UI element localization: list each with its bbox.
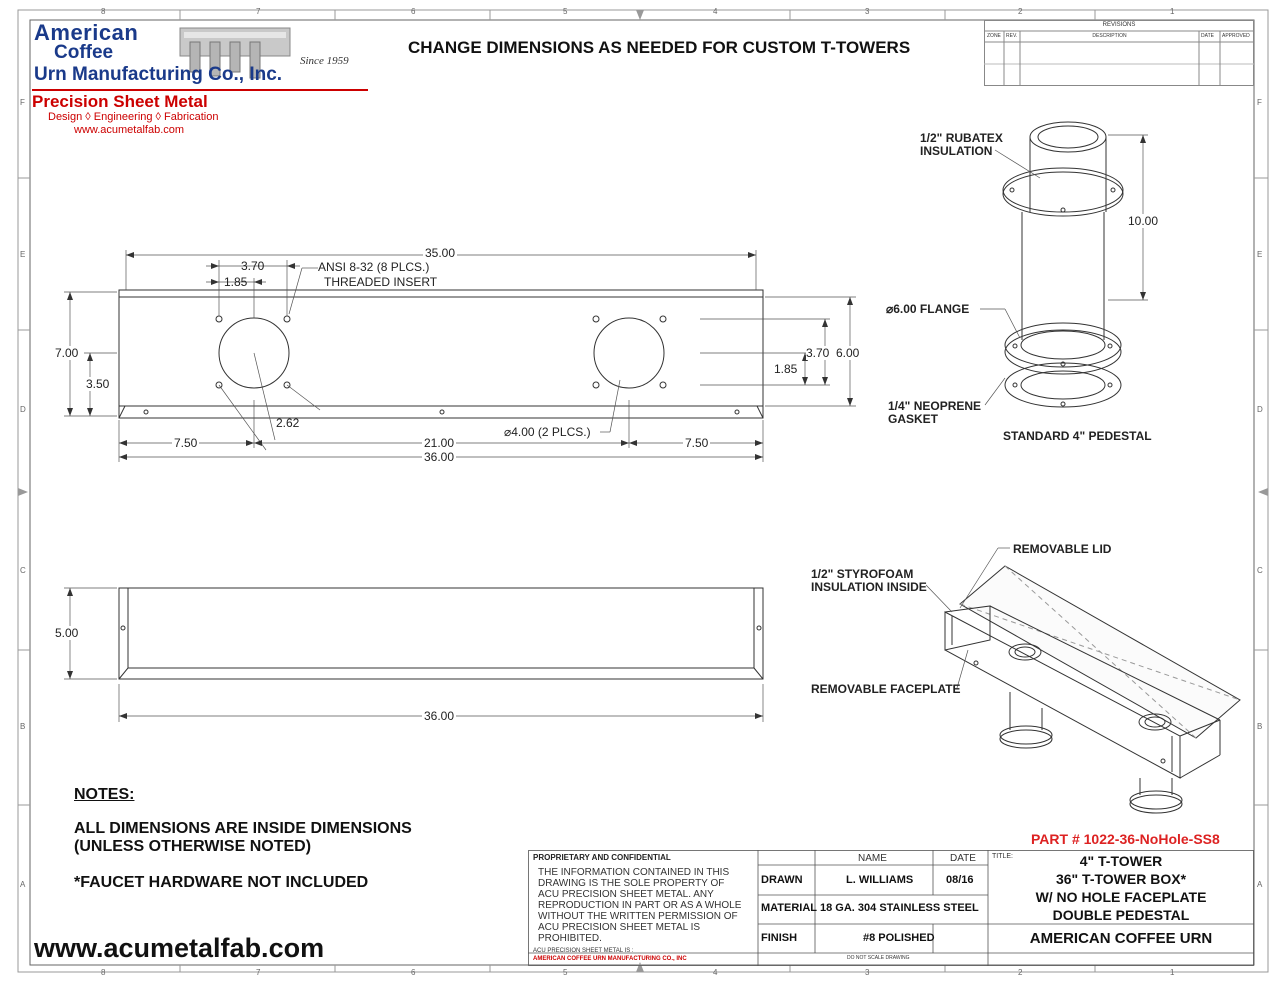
logo-url: www.acumetalfab.com <box>74 124 185 136</box>
prop-line-5: WITHOUT THE WRITTEN PERMISSION OF <box>538 911 738 922</box>
logo-since: Since 1959 <box>300 55 349 67</box>
drawing-title <box>990 852 1252 924</box>
dim-185-top: 1.85 <box>224 275 248 289</box>
logo-line-urn: Urn Manufacturing Co., Inc. <box>34 64 283 85</box>
zone-bottom-2: 2 <box>1018 968 1023 977</box>
zone-top-6: 6 <box>411 7 416 16</box>
rev-col-date: DATE <box>1201 33 1214 39</box>
flange-label: ⌀6.00 FLANGE <box>886 302 970 316</box>
title-line-4: DOUBLE PEDESTAL <box>1052 907 1190 923</box>
zone-top-3: 3 <box>865 7 870 16</box>
dim-36-front: 36.00 <box>424 450 455 464</box>
zone-bottom-5: 5 <box>563 968 568 977</box>
dim-370-right: 3.70 <box>806 346 830 360</box>
zone-bottom-4: 4 <box>713 968 718 977</box>
zone-left-f: F <box>20 98 25 107</box>
prop-line-1: THE INFORMATION CONTAINED IN THIS <box>538 867 730 878</box>
zone-left-b: B <box>20 722 26 731</box>
title-header: TITLE: <box>992 853 1014 860</box>
part-number: PART # 1022-36-NoHole-SS8 <box>1031 831 1220 847</box>
drawn-name: L. WILLIAMS <box>846 874 914 886</box>
zone-right-f: F <box>1257 98 1262 107</box>
title-line-3: W/ NO HOLE FACEPLATE <box>1035 889 1207 905</box>
dim-10: 10.00 <box>1128 214 1159 228</box>
zone-top-7: 7 <box>256 7 261 16</box>
rev-col-rev: REV. <box>1006 33 1018 39</box>
zone-bottom-6: 6 <box>411 968 416 977</box>
dim-185-right: 1.85 <box>774 362 798 376</box>
zone-left-a: A <box>20 880 26 889</box>
standard-pedestal-label: STANDARD 4" PEDESTAL <box>1003 429 1152 443</box>
note-1a: ALL DIMENSIONS ARE INSIDE DIMENSIONS <box>74 820 412 837</box>
zone-bottom-1: 1 <box>1170 968 1175 977</box>
zone-left-d: D <box>20 405 26 414</box>
zone-right-c: C <box>1257 566 1263 575</box>
acu-is: ACU PRECISION SHEET METAL IS : <box>533 948 634 954</box>
finish-label: FINISH <box>761 932 798 944</box>
hole-callout: ⌀4.00 (2 PLCS.) <box>504 425 591 439</box>
dim-36-side: 36.00 <box>424 709 455 723</box>
zone-left-c: C <box>20 566 26 575</box>
styrofoam-label-2: INSULATION INSIDE <box>811 580 927 594</box>
dim-750-left: 7.50 <box>174 436 198 450</box>
dim-262: 2.62 <box>276 416 300 430</box>
rev-col-approved: APPROVED <box>1222 33 1250 39</box>
gasket-label-2: GASKET <box>888 412 939 426</box>
date-header: DATE <box>950 853 976 864</box>
insert-note-2: THREADED INSERT <box>324 275 438 289</box>
zone-top-2: 2 <box>1018 7 1023 16</box>
logo-tagline: Precision Sheet Metal <box>32 92 208 111</box>
insert-note-1: ANSI 8-32 (8 PLCS.) <box>318 260 430 274</box>
dim-21: 21.00 <box>424 436 455 450</box>
zone-top-1: 1 <box>1170 7 1175 16</box>
prop-line-2: DRAWING IS THE SOLE PROPERTY OF <box>538 878 725 889</box>
zone-top-5: 5 <box>563 7 568 16</box>
zone-bottom-7: 7 <box>256 968 261 977</box>
do-not-scale: DO NOT SCALE DRAWING <box>847 955 910 961</box>
name-header: NAME <box>858 853 887 864</box>
logo-services: Design ◊ Engineering ◊ Fabrication <box>48 111 219 123</box>
prop-line-4: REPRODUCTION IN PART OR AS A WHOLE <box>538 900 742 911</box>
dim-5: 5.00 <box>55 626 79 640</box>
zone-right-b: B <box>1257 722 1263 731</box>
prop-line-7: PROHIBITED. <box>538 933 602 944</box>
material-value: 18 GA. 304 STAINLESS STEEL <box>820 902 979 914</box>
prop-line-3: ACU PRECISION SHEET METAL. ANY <box>538 889 714 900</box>
notes-heading: NOTES: <box>74 786 135 803</box>
material-label: MATERIAL <box>761 902 818 914</box>
note-1b: (UNLESS OTHERWISE NOTED) <box>74 838 312 855</box>
zone-right-e: E <box>1257 250 1263 259</box>
dim-370-top: 3.70 <box>241 259 265 273</box>
zone-top-8: 8 <box>101 7 106 16</box>
logo-line-coffee: Coffee <box>54 42 114 63</box>
note-2: *FAUCET HARDWARE NOT INCLUDED <box>74 874 369 891</box>
dim-35: 35.00 <box>425 246 456 260</box>
title-line-2: 36" T-TOWER BOX* <box>1055 871 1187 887</box>
gasket-label-1: 1/4" NEOPRENE <box>888 399 982 413</box>
lid-label: REMOVABLE LID <box>1013 542 1112 556</box>
zone-bottom-8: 8 <box>101 968 106 977</box>
zone-bottom-3: 3 <box>865 968 870 977</box>
page-title: CHANGE DIMENSIONS AS NEEDED FOR CUSTOM T-TOWERS <box>408 38 911 57</box>
logo-line-american: American <box>34 20 139 45</box>
company-name: AMERICAN COFFEE URN <box>1029 930 1213 947</box>
proprietary-text <box>538 867 741 944</box>
dim-6: 6.00 <box>836 346 860 360</box>
proprietary-heading: PROPRIETARY AND CONFIDENTIAL <box>533 853 671 862</box>
faceplate-label: REMOVABLE FACEPLATE <box>811 682 961 696</box>
website-link[interactable]: www.acumetalfab.com <box>34 933 325 963</box>
drawn-label: DRAWN <box>761 874 803 886</box>
dim-7: 7.00 <box>55 346 79 360</box>
rubatex-label-2: INSULATION <box>920 144 993 158</box>
acu-full: AMERICAN COFFEE URN MANUFACTURING CO., INC <box>533 956 687 962</box>
finish-value: #8 POLISHED <box>863 932 935 944</box>
drawn-date: 08/16 <box>946 874 974 886</box>
dim-350: 3.50 <box>86 377 110 391</box>
revisions-title: REVISIONS <box>1102 22 1136 28</box>
rev-col-description: DESCRIPTION <box>1092 33 1127 39</box>
rev-col-zone: ZONE <box>987 33 1001 39</box>
dim-750-right: 7.50 <box>685 436 709 450</box>
zone-top-4: 4 <box>713 7 718 16</box>
title-line-1: 4" T-TOWER <box>1079 853 1163 869</box>
zone-right-a: A <box>1257 880 1263 889</box>
zone-right-d: D <box>1257 405 1263 414</box>
styrofoam-label-1: 1/2" STYROFOAM <box>811 567 914 581</box>
zone-left-e: E <box>20 250 26 259</box>
prop-line-6: ACU PRECISION SHEET METAL IS <box>538 922 701 933</box>
rubatex-label-1: 1/2" RUBATEX <box>920 131 1003 145</box>
